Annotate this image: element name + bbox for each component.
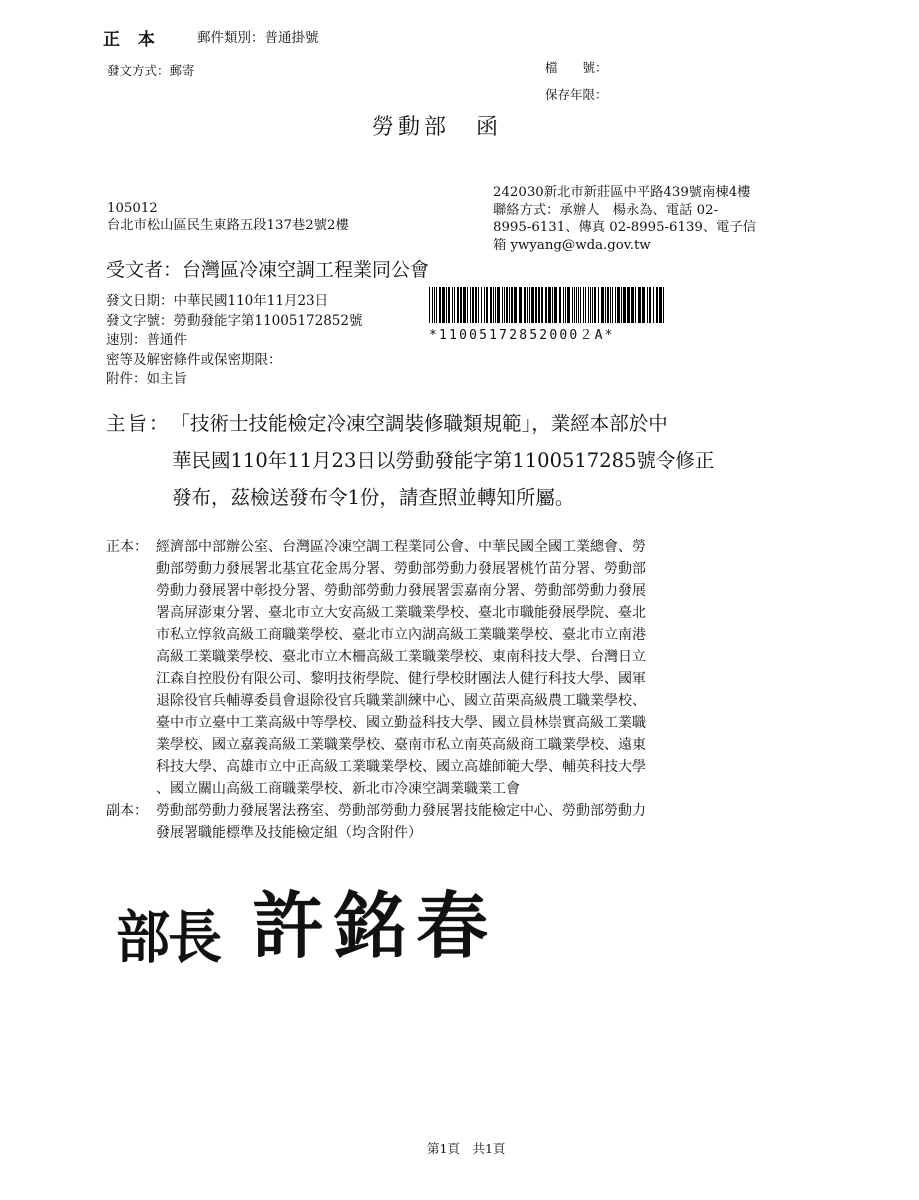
barcode-bar — [615, 287, 616, 323]
recipient-address: 台北市松山區民生東路五段137巷2號2樓 — [107, 218, 349, 233]
page-info: 第1頁 共1頁 — [427, 1141, 506, 1156]
list-item: 退除役官兵輔導委員會退除役官兵職業訓練中心、國立苗栗高級農工職業學校、 — [156, 693, 646, 709]
barcode-bar — [463, 287, 466, 323]
barcode-bar — [567, 287, 570, 323]
barcode-bar — [578, 287, 579, 323]
subject-block — [106, 405, 826, 516]
barcode-bar — [607, 287, 609, 323]
barcode-bar — [610, 287, 611, 323]
barcode-bar — [617, 287, 620, 323]
barcode-bar — [454, 287, 455, 323]
barcode-bar — [588, 287, 589, 323]
sender-address: 242030新北市新莊區中平路439號南棟4樓 — [493, 185, 751, 200]
barcode-bar — [535, 287, 537, 323]
barcode-bar — [545, 287, 547, 323]
barcode-bar — [470, 287, 471, 323]
meta-block — [106, 292, 362, 390]
barcode-bar — [429, 287, 430, 323]
barcode-bar — [554, 287, 557, 323]
barcode-bar — [446, 287, 447, 323]
cc-list — [156, 800, 646, 844]
barcode-block — [429, 287, 669, 343]
signature-block — [116, 868, 498, 972]
contact-line-3: 箱 ywyang@wda.gov.tw — [493, 237, 651, 253]
barcode — [429, 287, 669, 323]
barcode-bar — [478, 287, 479, 323]
barcode-bar — [541, 287, 543, 323]
document-title: 勞動部 函 — [372, 115, 503, 140]
barcode-bar — [623, 287, 626, 323]
barcode-bar — [432, 287, 433, 323]
barcode-bar — [649, 287, 651, 323]
recipient: 受文者：台灣區冷凍空調工程業同公會 — [106, 259, 430, 281]
barcode-bar — [659, 287, 662, 323]
list-item: 科技大學、高雄市立中正高級工業職業學校、國立高雄師範大學、輔英科技大學 — [156, 759, 646, 775]
barcode-text: *11005172852000２A* — [429, 328, 615, 343]
barcode-bar — [511, 287, 513, 323]
security-level: 密等及解密條件或保密期限： — [106, 351, 282, 368]
barcode-bar — [638, 287, 641, 323]
barcode-bar — [612, 287, 613, 323]
barcode-bar — [529, 287, 530, 323]
barcode-bar — [631, 287, 634, 323]
subject-label: 主旨： — [106, 412, 171, 435]
barcode-bar — [457, 287, 459, 323]
barcode-bar — [448, 287, 450, 323]
barcode-bar — [519, 287, 522, 323]
barcode-bar — [592, 287, 593, 323]
distribution-block — [106, 536, 786, 844]
barcode-bar — [467, 287, 468, 323]
barcode-bar — [493, 287, 494, 323]
barcode-bar — [442, 287, 445, 323]
barcode-bar — [576, 287, 577, 323]
barcode-bar — [502, 287, 503, 323]
list-item: 經濟部中部辦公室、台灣區冷凍空調工程業同公會、中華民國全國工業總會、勞 — [156, 539, 646, 555]
barcode-bar — [514, 287, 517, 323]
barcode-bar — [585, 287, 586, 323]
list-item: 臺中市立臺中工業高級中等學校、國立勤益科技大學、國立員林崇實高級工業職 — [156, 715, 646, 731]
barcode-bar — [460, 287, 462, 323]
barcode-bar — [490, 287, 492, 323]
barcode-bar — [574, 287, 575, 323]
barcode-bar — [605, 287, 606, 323]
signature-name: 許銘春 — [252, 884, 499, 968]
barcode-bar — [635, 287, 636, 323]
file-number-label: 檔 號： — [545, 60, 608, 75]
barcode-bar — [452, 287, 453, 323]
subject-line-3: 發布，茲檢送發布令1份，請查照並轉知所屬。 — [172, 486, 575, 509]
signature-title: 部長 — [116, 904, 220, 971]
list-item: 勞動部勞動力發展署法務室、勞動部勞動力發展署技能檢定中心、勞動部勞動力 — [156, 803, 646, 819]
barcode-bar — [663, 287, 664, 323]
list-item: 業學校、國立嘉義高級工業職業學校、臺南市私立南英高級商工職業學校、遠東 — [156, 737, 646, 753]
barcode-bar — [598, 287, 599, 323]
postal-code: 105012 — [107, 201, 158, 216]
barcode-bar — [472, 287, 474, 323]
barcode-bar — [436, 287, 437, 323]
barcode-bar — [509, 287, 510, 323]
list-item: 江森自控股份有限公司、黎明技術學院、健行學校財團法人健行科技大學、國軍 — [156, 671, 646, 687]
barcode-bar — [642, 287, 645, 323]
list-item: 高級工業職業學校、臺北市立木柵高級工業職業學校、東南科技大學、台灣日立 — [156, 649, 646, 665]
retention-label: 保存年限： — [545, 87, 608, 102]
barcode-bar — [524, 287, 526, 323]
contact-line-2: 8995-6131、傳真 02-8995-6139、電子信 — [493, 220, 757, 235]
barcode-bar — [552, 287, 553, 323]
barcode-bar — [601, 287, 604, 323]
barcode-bar — [484, 287, 485, 323]
barcode-bar — [439, 287, 441, 323]
list-item: 市私立惇敘高級工商職業學校、臺北市立內湖高級工業職業學校、臺北市立南港 — [156, 627, 646, 643]
barcode-bar — [481, 287, 482, 323]
send-method: 發文方式：郵寄 — [107, 63, 195, 78]
barcode-bar — [531, 287, 534, 323]
document-number: 發文字號：勞動發能字第11005172852號 — [106, 312, 363, 329]
barcode-bar — [656, 287, 658, 323]
barcode-bar — [504, 287, 505, 323]
barcode-bar — [565, 287, 566, 323]
barcode-bar — [563, 287, 564, 323]
barcode-bar — [572, 287, 573, 323]
recipient-address-block — [107, 200, 349, 234]
barcode-bar — [548, 287, 551, 323]
issue-date: 發文日期：中華民國110年11月23日 — [106, 293, 329, 309]
cc-label: 副本： — [106, 803, 148, 819]
attachment-note: 附件：如主旨 — [106, 371, 187, 387]
speed-class: 速別：普通件 — [106, 332, 187, 348]
barcode-bar — [497, 287, 500, 323]
copy-mark: 正 本 — [103, 30, 161, 50]
barcode-bar — [583, 287, 584, 323]
barcode-bar — [506, 287, 508, 323]
barcode-bar — [559, 287, 561, 323]
barcode-bar — [434, 287, 435, 323]
barcode-bar — [486, 287, 488, 323]
sender-block — [493, 184, 823, 254]
barcode-bar — [590, 287, 591, 323]
barcode-bar — [538, 287, 540, 323]
subject-line-1: 「技術士技能檢定冷凍空調裝修職類規範」，業經本部於中 — [170, 412, 668, 435]
main-recipients-list — [156, 536, 646, 800]
list-item: 勞動力發展署中彰投分署、勞動部勞動力發展署雲嘉南分署、勞動部勞動力發展 — [156, 583, 646, 599]
barcode-bar — [580, 287, 581, 323]
list-item: 動部勞動力發展署北基宜花金馬分署、勞動部勞動力發展署桃竹苗分署、勞動部 — [156, 561, 646, 577]
list-item: 署高屏澎東分署、臺北市立大安高級工業職業學校、臺北市職能發展學院、臺北 — [156, 605, 646, 621]
barcode-bar — [475, 287, 477, 323]
mail-type: 郵件類別：普通掛號 — [197, 30, 319, 46]
barcode-bar — [627, 287, 630, 323]
main-recipients-label: 正本： — [106, 539, 148, 555]
barcode-bar — [594, 287, 596, 323]
barcode-bar — [495, 287, 496, 323]
list-item: 發展署職能標準及技能檢定組（均含附件） — [156, 825, 422, 841]
subject-line-2: 華民國110年11月23日以勞動發能字第1100517285號令修正 — [172, 449, 715, 472]
list-item: 、國立關山高級工商職業學校、新北市冷凍空調業職業工會 — [156, 781, 520, 797]
barcode-bar — [647, 287, 648, 323]
barcode-bar — [653, 287, 654, 323]
contact-line-1: 聯絡方式：承辦人 楊永為、電話 02- — [493, 202, 719, 218]
barcode-bar — [621, 287, 622, 323]
barcode-bar — [527, 287, 528, 323]
